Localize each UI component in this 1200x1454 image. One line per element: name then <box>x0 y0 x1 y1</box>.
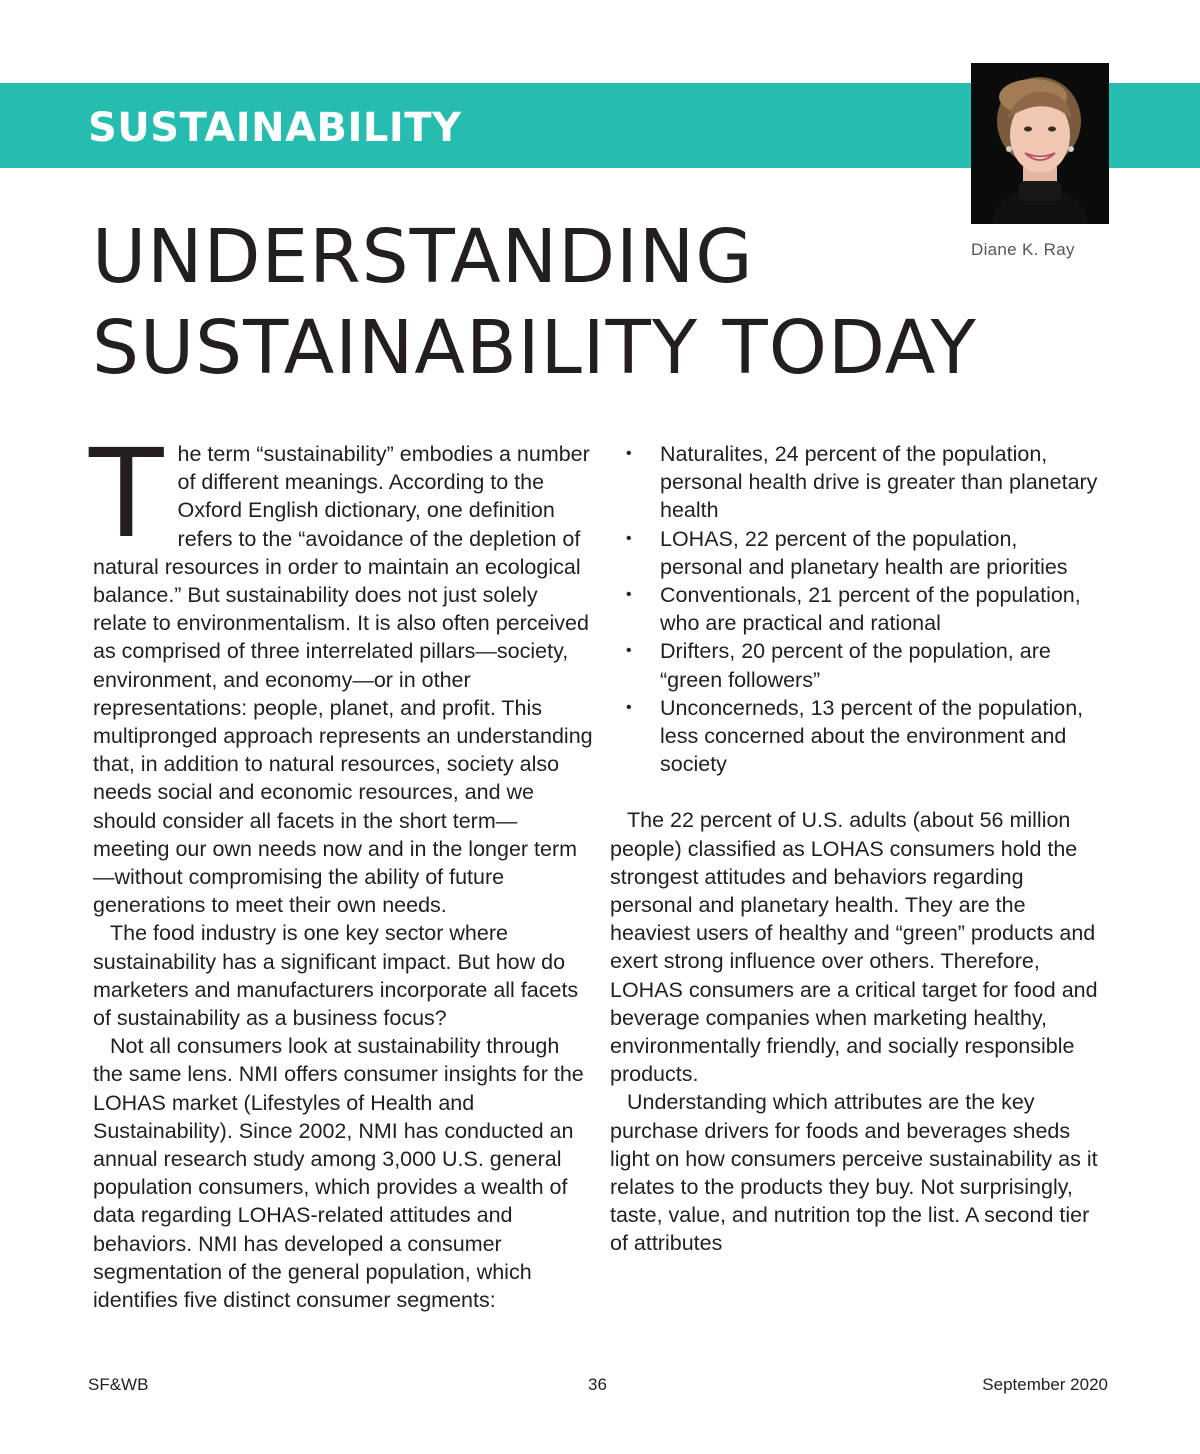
page-title-line-2: SUSTAINABILITY TODAY <box>92 305 977 391</box>
page-number: 36 <box>588 1375 607 1394</box>
list-item: • Naturalites, 24 percent of the population, personal health drive is greater than planetary health <box>610 440 1102 525</box>
author-name: Diane K. Ray <box>971 240 1075 259</box>
paragraph: The 22 percent of U.S. adults (about 56 million people) classified as LOHAS consumers hold the strongest attitudes and behaviors regarding personal and planetary health. They are the heaviest users of healthy and “green” products and exert strong influence over others. Therefore, LOHAS consumers are a critical target for food and beverage companies when marketing healthy, environmentally friendly, and socially responsible products. <box>610 808 1098 1087</box>
article-column-left <box>89 423 593 1314</box>
footer-date: September 2020 <box>982 1375 1108 1394</box>
paragraph: The food industry is one key sector where sustainability has a significant impact. But how do marketers and manufacturers incorporate all facets of sustainability as a business focus? <box>93 921 579 1031</box>
paragraph-intro <box>89 423 593 919</box>
paragraph: Not all consumers look at sustainability through the same lens. NMI offers consumer insights for the LOHAS market (Lifestyles of Health and Sustainability). Since 2002, NMI has conducted an annual research study among 3,000 U.S. general population consumers, which provides a wealth of data regarding LOHAS-related attitudes and behaviors. NMI has developed a consumer segmentation of the general population, which identifies five distinct consumer segments: <box>93 1034 584 1313</box>
footer-publication: SF&WB <box>88 1375 149 1394</box>
page-title <box>92 212 1112 394</box>
paragraph-intro-text: he term “sustainability” embodies a number of different meanings. According to the Oxford English dictionary, one definition refers to the “avoidance of the depletion of natural resources in order to maintain an ecological balance.” But sustainability does not just solely relate to environmentalism. It is also often perceived as comprised of three interrelated pillars—society, environment, and economy—or in other representations: people, planet, and profit. This multipronged approach represents an understanding that, in addition to natural resources, society also needs social and economic resources, and we should consider all facets in the short term—meeting our own needs now and in the longer term—without compromising the ability of future generations to meet their own needs. <box>93 442 593 918</box>
author-photo <box>971 63 1109 224</box>
article-column-right <box>610 440 1102 1258</box>
segment-list <box>610 440 1102 778</box>
page-title-line-1: UNDERSTANDING <box>92 214 754 300</box>
paragraph: Understanding which attributes are the key purchase drivers for foods and beverages sheds light on how consumers perceive sustainability as it relates to the products they buy. Not surprisingly, taste, value, and nutrition top the list. A second tier of attributes <box>610 1090 1098 1256</box>
drop-cap: T <box>89 423 164 565</box>
list-item: • Unconcerneds, 13 percent of the population, less concerned about the environment and society <box>610 694 1102 779</box>
list-item: • Conventionals, 21 percent of the population, who are practical and rational <box>610 581 1102 637</box>
section-label: SUSTAINABILITY <box>88 105 462 151</box>
list-item: • Drifters, 20 percent of the population, are “green followers” <box>610 637 1102 693</box>
author-portrait-icon <box>971 63 1109 224</box>
list-item: • LOHAS, 22 percent of the population, personal and planetary health are priorities <box>610 525 1102 581</box>
